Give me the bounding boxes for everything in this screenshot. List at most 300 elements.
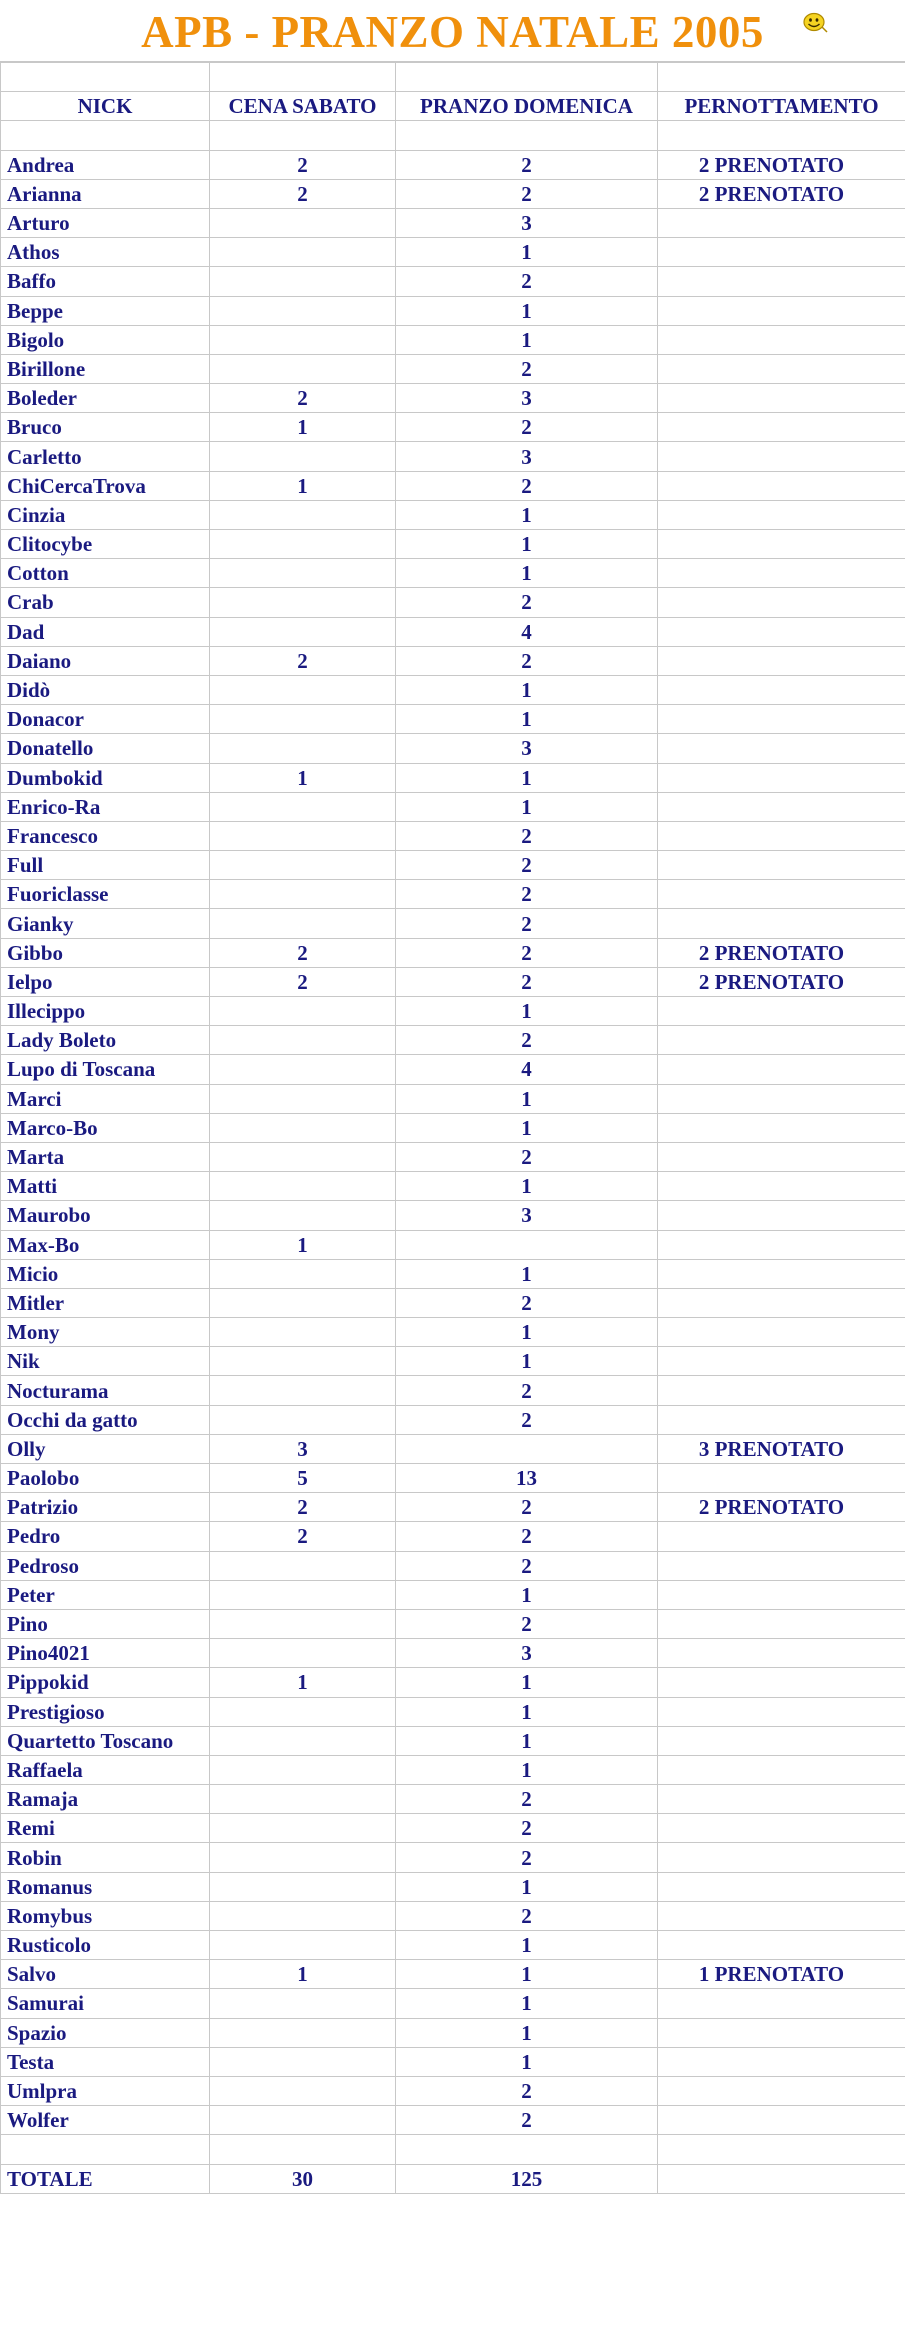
pranzo-domenica-cell <box>396 1434 658 1463</box>
pernottamento-cell <box>658 500 905 529</box>
table-row <box>1 179 905 208</box>
empty-cell <box>210 2135 396 2164</box>
pranzo-domenica-cell: 2 <box>396 821 658 850</box>
pranzo-domenica-cell: 2 <box>396 1901 658 1930</box>
pernottamento-cell <box>658 1259 905 1288</box>
table-row <box>1 1434 905 1463</box>
nick-cell: Clitocybe <box>1 530 210 559</box>
cena-sabato-cell <box>210 588 396 617</box>
pernottamento-cell <box>658 208 905 237</box>
nick-cell: Spazio <box>1 2018 210 2047</box>
pranzo-domenica-cell: 1 <box>396 1989 658 2018</box>
pranzo-domenica-cell: 2 <box>396 267 658 296</box>
pernottamento-cell <box>658 1318 905 1347</box>
nick-cell: Gianky <box>1 909 210 938</box>
cena-sabato-cell <box>210 1843 396 1872</box>
table-row <box>1 1113 905 1142</box>
pernottamento-cell <box>658 1405 905 1434</box>
pernottamento-cell <box>658 588 905 617</box>
nick-cell: Romybus <box>1 1901 210 1930</box>
totals-cena-sabato: 30 <box>210 2164 396 2193</box>
table-row <box>1 150 905 179</box>
nick-cell: Wolfer <box>1 2106 210 2135</box>
cena-sabato-cell <box>210 851 396 880</box>
nick-cell: Cinzia <box>1 500 210 529</box>
cena-sabato-cell <box>210 1347 396 1376</box>
table-row <box>1 1814 905 1843</box>
table-row <box>1 646 905 675</box>
table-row <box>1 1347 905 1376</box>
pernottamento-cell <box>658 763 905 792</box>
cena-sabato-cell <box>210 1872 396 1901</box>
pranzo-domenica-cell: 2 <box>396 1493 658 1522</box>
nick-cell: Paolobo <box>1 1464 210 1493</box>
pranzo-domenica-cell: 1 <box>396 1172 658 1201</box>
nick-cell: Maurobo <box>1 1201 210 1230</box>
pranzo-domenica-cell: 1 <box>396 559 658 588</box>
nick-cell: Olly <box>1 1434 210 1463</box>
nick-cell: Peter <box>1 1580 210 1609</box>
nick-cell: Max-Bo <box>1 1230 210 1259</box>
pranzo-domenica-cell: 2 <box>396 1609 658 1638</box>
pranzo-domenica-cell: 2 <box>396 967 658 996</box>
nick-cell: Pedroso <box>1 1551 210 1580</box>
pernottamento-cell <box>658 296 905 325</box>
pranzo-domenica-cell: 1 <box>396 997 658 1026</box>
nick-cell: Pedro <box>1 1522 210 1551</box>
empty-cell <box>1 2135 210 2164</box>
table-row <box>1 1288 905 1317</box>
cena-sabato-cell <box>210 1609 396 1638</box>
pranzo-domenica-cell: 2 <box>396 1814 658 1843</box>
cena-sabato-cell: 2 <box>210 1522 396 1551</box>
cena-sabato-cell: 2 <box>210 179 396 208</box>
nick-cell: Samurai <box>1 1989 210 2018</box>
table-row <box>1 1318 905 1347</box>
empty-cell <box>1 121 210 150</box>
pernottamento-cell <box>658 1055 905 1084</box>
pernottamento-cell <box>658 1697 905 1726</box>
cena-sabato-cell <box>210 1639 396 1668</box>
title-row <box>0 0 905 62</box>
pernottamento-cell <box>658 2047 905 2076</box>
nick-cell: Matti <box>1 1172 210 1201</box>
pranzo-domenica-cell: 3 <box>396 734 658 763</box>
pernottamento-cell <box>658 1084 905 1113</box>
cena-sabato-cell <box>210 208 396 237</box>
nick-cell: Dad <box>1 617 210 646</box>
nick-cell: Beppe <box>1 296 210 325</box>
pernottamento-cell <box>658 1580 905 1609</box>
pernottamento-cell: 2 PRENOTATO <box>658 967 905 996</box>
nick-cell: Ielpo <box>1 967 210 996</box>
cena-sabato-cell <box>210 675 396 704</box>
cena-sabato-cell <box>210 617 396 646</box>
pernottamento-cell <box>658 559 905 588</box>
empty-cell <box>658 121 905 150</box>
nick-cell: Rusticolo <box>1 1931 210 1960</box>
nick-cell: Salvo <box>1 1960 210 1989</box>
table-row <box>1 325 905 354</box>
pernottamento-cell <box>658 2018 905 2047</box>
table-row <box>1 1901 905 1930</box>
pernottamento-cell <box>658 2106 905 2135</box>
totals-pranzo-domenica: 125 <box>396 2164 658 2193</box>
pernottamento-cell <box>658 734 905 763</box>
nick-cell: Fuoriclasse <box>1 880 210 909</box>
table-row <box>1 208 905 237</box>
pranzo-domenica-cell: 4 <box>396 617 658 646</box>
pranzo-domenica-cell: 2 <box>396 938 658 967</box>
cena-sabato-cell <box>210 1580 396 1609</box>
pernottamento-cell: 2 PRENOTATO <box>658 150 905 179</box>
table-row <box>1 1551 905 1580</box>
nick-cell: Arianna <box>1 179 210 208</box>
pranzo-domenica-cell: 1 <box>396 763 658 792</box>
table-row <box>1 938 905 967</box>
nick-cell: Bruco <box>1 413 210 442</box>
nick-cell: Andrea <box>1 150 210 179</box>
pranzo-domenica-cell: 2 <box>396 909 658 938</box>
pernottamento-cell <box>658 1113 905 1142</box>
pernottamento-cell <box>658 1931 905 1960</box>
table-row <box>1 909 905 938</box>
pernottamento-cell: 3 PRENOTATO <box>658 1434 905 1463</box>
nick-cell: Birillone <box>1 354 210 383</box>
table-row <box>1 1230 905 1259</box>
empty-cell <box>396 2135 658 2164</box>
pernottamento-cell <box>658 1230 905 1259</box>
cena-sabato-cell <box>210 559 396 588</box>
nick-cell: Robin <box>1 1843 210 1872</box>
pernottamento-cell <box>658 238 905 267</box>
pernottamento-cell <box>658 617 905 646</box>
pranzo-domenica-cell: 3 <box>396 1639 658 1668</box>
empty-cell <box>658 2135 905 2164</box>
pernottamento-cell <box>658 325 905 354</box>
pranzo-domenica-cell: 1 <box>396 325 658 354</box>
table-row <box>1 617 905 646</box>
pernottamento-cell: 2 PRENOTATO <box>658 179 905 208</box>
table-row <box>1 296 905 325</box>
cena-sabato-cell: 2 <box>210 938 396 967</box>
table-row <box>1 1026 905 1055</box>
header-pranzo-domenica: PRANZO DOMENICA <box>396 92 658 121</box>
cena-sabato-cell <box>210 2018 396 2047</box>
cena-sabato-cell <box>210 880 396 909</box>
pranzo-domenica-cell: 3 <box>396 384 658 413</box>
pranzo-domenica-cell: 2 <box>396 1405 658 1434</box>
cena-sabato-cell <box>210 1172 396 1201</box>
pernottamento-cell <box>658 471 905 500</box>
table-row <box>1 1522 905 1551</box>
pernottamento-cell <box>658 1026 905 1055</box>
smiley-icon <box>800 10 830 36</box>
table-row <box>1 851 905 880</box>
pernottamento-cell <box>658 1668 905 1697</box>
nick-cell: Ramaja <box>1 1785 210 1814</box>
cena-sabato-cell <box>210 705 396 734</box>
pernottamento-cell <box>658 1142 905 1171</box>
table-row <box>1 413 905 442</box>
nick-cell: Occhi da gatto <box>1 1405 210 1434</box>
cena-sabato-cell <box>210 1755 396 1784</box>
nick-cell: Arturo <box>1 208 210 237</box>
pernottamento-cell <box>658 1609 905 1638</box>
pranzo-domenica-cell: 2 <box>396 880 658 909</box>
pranzo-domenica-cell: 2 <box>396 851 658 880</box>
table-row <box>1 1931 905 1960</box>
nick-cell: Romanus <box>1 1872 210 1901</box>
nick-cell: Lady Boleto <box>1 1026 210 1055</box>
table-row <box>1 1055 905 1084</box>
cena-sabato-cell <box>210 1026 396 1055</box>
pernottamento-cell <box>658 1901 905 1930</box>
page-title: APB - PRANZO NATALE 2005 <box>141 7 764 57</box>
pranzo-domenica-cell: 2 <box>396 1522 658 1551</box>
pranzo-domenica-cell: 2 <box>396 2106 658 2135</box>
cena-sabato-cell <box>210 1785 396 1814</box>
totals-label: TOTALE <box>1 2164 210 2193</box>
table-row <box>1 1872 905 1901</box>
empty-cell <box>396 121 658 150</box>
pranzo-domenica-cell: 1 <box>396 1113 658 1142</box>
nick-cell: Marco-Bo <box>1 1113 210 1142</box>
cena-sabato-cell <box>210 325 396 354</box>
nick-cell: Pippokid <box>1 1668 210 1697</box>
pranzo-domenica-cell: 1 <box>396 1259 658 1288</box>
pranzo-domenica-cell: 1 <box>396 1931 658 1960</box>
pernottamento-cell <box>658 851 905 880</box>
cena-sabato-cell <box>210 1901 396 1930</box>
pernottamento-cell <box>658 997 905 1026</box>
table-row <box>1 675 905 704</box>
table-row <box>1 997 905 1026</box>
pernottamento-cell <box>658 1843 905 1872</box>
pranzo-domenica-cell: 1 <box>396 1755 658 1784</box>
nick-cell: Marta <box>1 1142 210 1171</box>
pranzo-domenica-cell: 3 <box>396 442 658 471</box>
table-row <box>1 1464 905 1493</box>
pernottamento-cell <box>658 267 905 296</box>
table-row <box>1 1580 905 1609</box>
pranzo-domenica-cell: 1 <box>396 792 658 821</box>
pranzo-domenica-cell: 1 <box>396 1872 658 1901</box>
table-row <box>1 763 905 792</box>
pranzo-domenica-cell: 2 <box>396 354 658 383</box>
table-row <box>1 1726 905 1755</box>
table-row <box>1 1755 905 1784</box>
table-row <box>1 238 905 267</box>
pranzo-domenica-cell: 2 <box>396 646 658 675</box>
nick-cell: Pino4021 <box>1 1639 210 1668</box>
pranzo-domenica-cell: 2 <box>396 150 658 179</box>
pernottamento-cell <box>658 1755 905 1784</box>
pranzo-domenica-cell: 4 <box>396 1055 658 1084</box>
table-row <box>1 530 905 559</box>
pernottamento-cell <box>658 1726 905 1755</box>
pranzo-domenica-cell: 2 <box>396 1785 658 1814</box>
pranzo-domenica-cell: 2 <box>396 1376 658 1405</box>
spacer-row <box>1 121 905 150</box>
nick-cell: Full <box>1 851 210 880</box>
pranzo-domenica-cell: 3 <box>396 1201 658 1230</box>
cena-sabato-cell: 1 <box>210 763 396 792</box>
cena-sabato-cell <box>210 1551 396 1580</box>
table-row <box>1 384 905 413</box>
pranzo-domenica-cell: 2 <box>396 2076 658 2105</box>
cena-sabato-cell <box>210 792 396 821</box>
pernottamento-cell <box>658 646 905 675</box>
pranzo-domenica-cell: 1 <box>396 1084 658 1113</box>
cena-sabato-cell <box>210 1142 396 1171</box>
cena-sabato-cell <box>210 442 396 471</box>
table-row <box>1 734 905 763</box>
cena-sabato-cell: 2 <box>210 1493 396 1522</box>
cena-sabato-cell <box>210 1288 396 1317</box>
cena-sabato-cell <box>210 267 396 296</box>
table-row <box>1 354 905 383</box>
header-nick: NICK <box>1 92 210 121</box>
pranzo-domenica-cell: 2 <box>396 413 658 442</box>
table-row <box>1 967 905 996</box>
pranzo-domenica-cell: 1 <box>396 1726 658 1755</box>
pranzo-domenica-cell: 1 <box>396 2018 658 2047</box>
pranzo-domenica-cell: 2 <box>396 1843 658 1872</box>
cena-sabato-cell <box>210 1726 396 1755</box>
pernottamento-cell <box>658 705 905 734</box>
totals-row <box>1 2164 905 2193</box>
pernottamento-cell: 2 PRENOTATO <box>658 938 905 967</box>
pernottamento-cell <box>658 1201 905 1230</box>
nick-cell: Enrico-Ra <box>1 792 210 821</box>
table-row <box>1 2076 905 2105</box>
pernottamento-cell <box>658 442 905 471</box>
pranzo-domenica-cell: 13 <box>396 1464 658 1493</box>
cena-sabato-cell <box>210 1814 396 1843</box>
cena-sabato-cell: 2 <box>210 646 396 675</box>
pranzo-domenica-cell: 1 <box>396 1697 658 1726</box>
spacer-row <box>1 2135 905 2164</box>
table-row <box>1 1405 905 1434</box>
nick-cell: Pino <box>1 1609 210 1638</box>
pranzo-domenica-cell: 1 <box>396 1318 658 1347</box>
table-row <box>1 1639 905 1668</box>
nick-cell: Raffaela <box>1 1755 210 1784</box>
cena-sabato-cell <box>210 1084 396 1113</box>
table-row <box>1 705 905 734</box>
nick-cell: Daiano <box>1 646 210 675</box>
pernottamento-cell <box>658 1872 905 1901</box>
pernottamento-cell <box>658 792 905 821</box>
table-row <box>1 267 905 296</box>
pernottamento-cell <box>658 880 905 909</box>
table-row <box>1 1084 905 1113</box>
pranzo-domenica-cell: 1 <box>396 296 658 325</box>
pernottamento-cell <box>658 384 905 413</box>
table-row <box>1 880 905 909</box>
spacer-row <box>1 63 905 92</box>
cena-sabato-cell <box>210 734 396 763</box>
cena-sabato-cell <box>210 1931 396 1960</box>
pernottamento-cell <box>658 2076 905 2105</box>
pernottamento-cell <box>658 354 905 383</box>
nick-cell: Donatello <box>1 734 210 763</box>
nick-cell: Testa <box>1 2047 210 2076</box>
table-row <box>1 588 905 617</box>
cena-sabato-cell <box>210 1201 396 1230</box>
nick-cell: Gibbo <box>1 938 210 967</box>
pranzo-domenica-cell: 1 <box>396 530 658 559</box>
pranzo-domenica-cell: 1 <box>396 675 658 704</box>
nick-cell: Cotton <box>1 559 210 588</box>
pernottamento-cell <box>658 821 905 850</box>
nick-cell: Prestigioso <box>1 1697 210 1726</box>
table-row <box>1 471 905 500</box>
pernottamento-cell <box>658 530 905 559</box>
pranzo-domenica-cell: 1 <box>396 2047 658 2076</box>
nick-cell: Umlpra <box>1 2076 210 2105</box>
table-row <box>1 1843 905 1872</box>
table-row <box>1 1201 905 1230</box>
table-row <box>1 1259 905 1288</box>
cena-sabato-cell <box>210 909 396 938</box>
pranzo-domenica-cell: 1 <box>396 1347 658 1376</box>
nick-cell: Francesco <box>1 821 210 850</box>
cena-sabato-cell: 2 <box>210 150 396 179</box>
cena-sabato-cell <box>210 1405 396 1434</box>
cena-sabato-cell: 1 <box>210 471 396 500</box>
pranzo-domenica-cell: 1 <box>396 1960 658 1989</box>
table-row <box>1 1989 905 2018</box>
nick-cell: Boleder <box>1 384 210 413</box>
cena-sabato-cell <box>210 1989 396 2018</box>
table-row <box>1 792 905 821</box>
nick-cell: Mony <box>1 1318 210 1347</box>
nick-cell: Marci <box>1 1084 210 1113</box>
nick-cell: Didò <box>1 675 210 704</box>
nick-cell: Bigolo <box>1 325 210 354</box>
cena-sabato-cell <box>210 2047 396 2076</box>
nick-cell: Quartetto Toscano <box>1 1726 210 1755</box>
nick-cell: Remi <box>1 1814 210 1843</box>
empty-cell <box>210 121 396 150</box>
table-row <box>1 1785 905 1814</box>
cena-sabato-cell <box>210 530 396 559</box>
nick-cell: Lupo di Toscana <box>1 1055 210 1084</box>
pernottamento-cell <box>658 1288 905 1317</box>
nick-cell: Crab <box>1 588 210 617</box>
table-row <box>1 442 905 471</box>
cena-sabato-cell <box>210 1697 396 1726</box>
cena-sabato-cell <box>210 1055 396 1084</box>
cena-sabato-cell: 1 <box>210 1230 396 1259</box>
nick-cell: ChiCercaTrova <box>1 471 210 500</box>
table-row <box>1 2018 905 2047</box>
pernottamento-cell <box>658 1639 905 1668</box>
table-row <box>1 1142 905 1171</box>
pranzo-domenica-cell: 1 <box>396 1580 658 1609</box>
cena-sabato-cell <box>210 2106 396 2135</box>
cena-sabato-cell <box>210 997 396 1026</box>
pernottamento-cell <box>658 1172 905 1201</box>
empty-cell <box>658 63 905 92</box>
pranzo-domenica-cell: 2 <box>396 588 658 617</box>
totals-pernottamento <box>658 2164 905 2193</box>
nick-cell: Donacor <box>1 705 210 734</box>
pernottamento-cell: 1 PRENOTATO <box>658 1960 905 1989</box>
pranzo-domenica-cell: 2 <box>396 1142 658 1171</box>
